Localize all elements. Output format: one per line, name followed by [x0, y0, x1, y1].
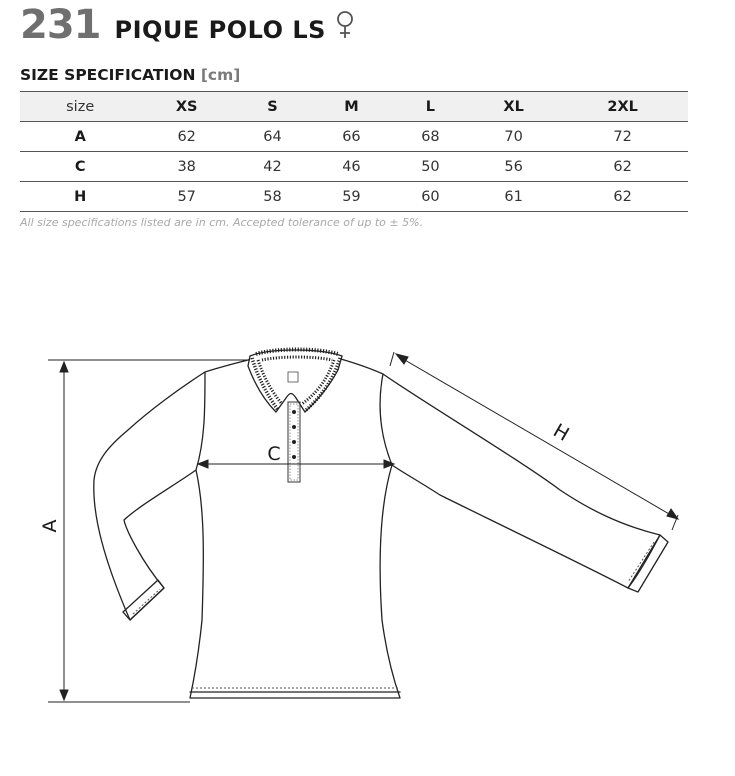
table-cell: 72 [613, 128, 632, 145]
table-row [20, 152, 688, 182]
button-icon [292, 455, 296, 459]
table-row [20, 122, 688, 152]
button-icon [292, 440, 296, 444]
ribbed-collar [248, 350, 342, 413]
dimension-c-label: C [267, 443, 281, 465]
table-cell: 42 [263, 158, 282, 175]
dimension-c-line [198, 460, 394, 468]
table-cell: 60 [421, 188, 440, 205]
product-number: 231 [20, 2, 101, 48]
female-symbol-icon [334, 10, 356, 40]
table-cell: 46 [342, 158, 361, 175]
row-label-c: C [74, 158, 86, 175]
size-xs-header: XS [175, 98, 198, 115]
tolerance-footnote: All size specifications listed are in cm. Accepted tolerance of up to ± 5%. [20, 216, 424, 229]
table-cell: 38 [177, 158, 196, 175]
size-spec-title: SIZE SPECIFICATION [20, 66, 196, 84]
product-title [20, 2, 356, 48]
shirt-body-outline [190, 356, 400, 698]
size-column-label: size [66, 98, 95, 115]
dimension-h-label: H [549, 419, 573, 446]
table-cell: 70 [504, 128, 523, 145]
table-cell: 59 [342, 188, 361, 205]
product-name: PIQUE POLO LS [114, 16, 326, 44]
table-cell: 66 [342, 128, 361, 145]
table-cell: 57 [177, 188, 196, 205]
size-header-row [20, 92, 688, 122]
row-label-h: H [74, 188, 87, 205]
left-sleeve-outline [94, 372, 205, 620]
table-cell: 58 [263, 188, 282, 205]
table-cell: 68 [421, 128, 440, 145]
right-sleeve-outline [383, 374, 660, 588]
size-table [20, 91, 688, 212]
size-2xl-header: 2XL [607, 98, 638, 115]
table-cell: 56 [504, 158, 523, 175]
size-xl-header: XL [503, 98, 524, 115]
size-spec-unit: [cm] [200, 66, 241, 84]
table-cell: 50 [421, 158, 440, 175]
polo-shirt-diagram [0, 330, 735, 776]
row-label-a: A [74, 128, 86, 145]
button-icon [292, 410, 296, 414]
button-placket [288, 402, 300, 482]
right-cuff [628, 535, 668, 592]
table-cell: 61 [504, 188, 523, 205]
table-cell: 62 [613, 188, 632, 205]
size-s-header: S [267, 98, 278, 115]
dimension-h-line [390, 352, 678, 530]
table-cell: 62 [177, 128, 196, 145]
left-cuff [123, 580, 164, 620]
table-row [20, 182, 688, 212]
size-spec-heading [20, 66, 240, 84]
dimension-a-label: A [39, 519, 61, 533]
button-icon [292, 425, 296, 429]
size-m-header: M [344, 98, 359, 115]
size-l-header: L [425, 98, 436, 115]
table-cell: 62 [613, 158, 632, 175]
table-cell: 64 [263, 128, 282, 145]
